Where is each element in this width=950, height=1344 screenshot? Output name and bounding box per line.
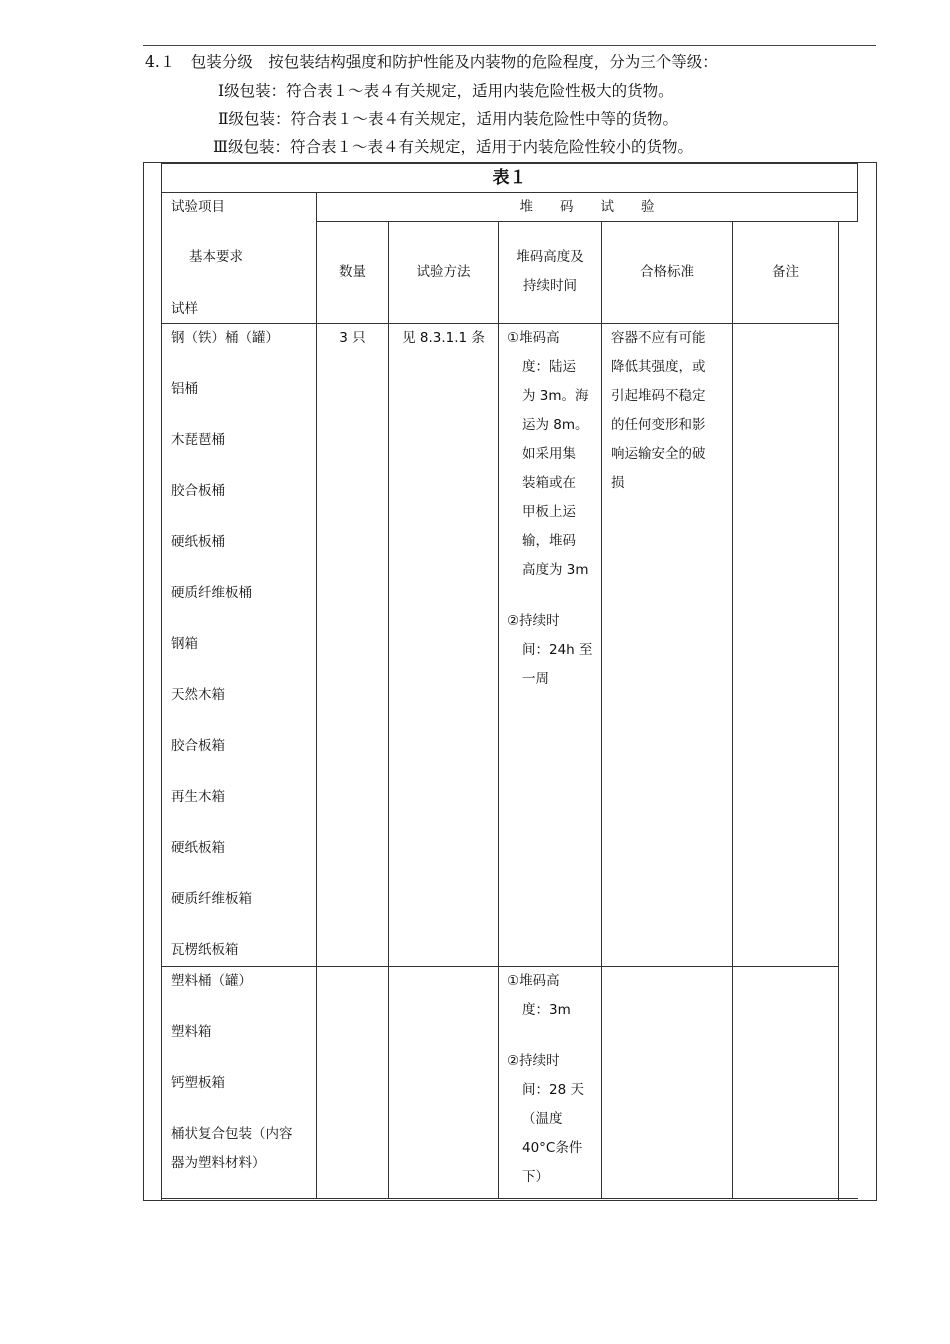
height-line: 输，堆码 <box>522 533 576 549</box>
height-line: 如采用集 <box>522 446 576 462</box>
standard-line: 引起堆码不稳定 <box>611 388 706 404</box>
header-height-duration <box>499 243 601 301</box>
outer-left <box>143 162 144 1201</box>
sample-item: 塑料桶（罐） <box>171 973 252 989</box>
sample-item: 器为塑料材料） <box>171 1155 266 1171</box>
header-remark: 备注 <box>772 264 799 280</box>
row2-samples <box>171 967 293 1178</box>
standard-line: 容器不应有可能 <box>611 330 706 346</box>
height-line: 度：陆运 <box>522 359 576 375</box>
row1-quantity: 3 只 <box>339 330 366 346</box>
row2-height-duration <box>507 967 599 1192</box>
top-rule <box>143 45 876 46</box>
col-line-5 <box>732 221 733 1199</box>
col-line-4 <box>601 221 602 1199</box>
outer-bottom <box>143 1200 877 1201</box>
inner-left <box>161 163 162 1200</box>
height-line: ①堆码高 <box>507 330 560 346</box>
grade-2-text: Ⅱ级包装：符合表１～表４有关规定，适用内装危险性中等的货物。 <box>218 110 679 128</box>
group-bottom <box>316 221 858 222</box>
duration-line: 一周 <box>522 671 549 687</box>
height-line: 甲板上运 <box>522 504 576 520</box>
row1-samples <box>171 324 279 965</box>
standard-line: 损 <box>611 475 625 491</box>
sample-item: 钢箱 <box>171 636 198 652</box>
row1-height-duration <box>507 324 599 694</box>
header-sample-label: 试样 <box>171 301 198 317</box>
height-line: ①堆码高 <box>507 973 560 989</box>
outer-right <box>876 162 877 1201</box>
duration-line: ②持续时 <box>507 613 560 629</box>
header-height-line1: 堆码高度及 <box>516 249 584 265</box>
remark-right <box>838 221 839 1200</box>
header-height-line2: 持续时间 <box>523 278 577 294</box>
header-quantity: 数量 <box>339 264 366 280</box>
row1-standard <box>611 324 731 498</box>
header-item-label: 试验项目 <box>171 199 225 215</box>
sample-item: 桶状复合包装（内容 <box>171 1126 293 1142</box>
sample-item: 硬质纤维板箱 <box>171 891 252 907</box>
sample-item: 瓦楞纸板箱 <box>171 942 239 958</box>
sample-item: 胶合板桶 <box>171 483 225 499</box>
grade-3-text: Ⅲ级包装：符合表１～表４有关规定，适用于内装危险性较小的货物。 <box>213 138 693 156</box>
sample-item: 硬质纤维板桶 <box>171 585 252 601</box>
sample-item: 木琵琶桶 <box>171 432 225 448</box>
header-group-label: 堆 码 试 验 <box>519 199 655 215</box>
sample-item: 天然木箱 <box>171 687 225 703</box>
col-line-3 <box>498 221 499 1199</box>
standard-line: 的任何变形和影 <box>611 417 706 433</box>
standard-line: 响运输安全的破 <box>611 446 706 462</box>
table-title: 表１ <box>492 168 527 188</box>
header-basic-label: 基本要求 <box>189 249 243 265</box>
sample-item: 钙塑板箱 <box>171 1075 225 1091</box>
clause-4-1-heading: 4.１ 包装分级 按包装结构强度和防护性能及内装物的危险程度，分为三个等级： <box>145 53 718 71</box>
height-line: 为 3m。海 <box>522 388 589 404</box>
sample-item: 再生木箱 <box>171 789 225 805</box>
duration-line: ②持续时 <box>507 1053 560 1069</box>
row1-method: 见 8.3.1.1 条 <box>402 330 485 346</box>
height-line: 装箱或在 <box>522 475 576 491</box>
grade-1-text: Ⅰ级包装：符合表１～表４有关规定，适用内装危险性极大的货物。 <box>218 82 674 100</box>
standard-line: 降低其强度，或 <box>611 359 706 375</box>
duration-line: 间：24h 至 <box>522 642 593 658</box>
height-line: 度：3m <box>522 1002 571 1018</box>
sample-item: 钢（铁）桶（罐） <box>171 330 279 346</box>
spacer <box>507 1025 599 1047</box>
height-line: 高度为 3m <box>522 562 589 578</box>
sample-item: 塑料箱 <box>171 1024 212 1040</box>
table-bottom <box>161 1198 858 1199</box>
sample-item: 硬纸板桶 <box>171 534 225 550</box>
header-standard: 合格标准 <box>640 264 694 280</box>
sample-item: 硬纸板箱 <box>171 840 225 856</box>
height-line: 运为 8m。 <box>522 417 589 433</box>
duration-line: 间：28 天 <box>522 1082 584 1098</box>
duration-line: 下） <box>522 1169 549 1185</box>
col-line-2 <box>388 221 389 1199</box>
spacer <box>507 585 599 607</box>
header-method: 试验方法 <box>416 264 471 280</box>
sample-item: 胶合板箱 <box>171 738 225 754</box>
duration-line: 40°C条件 <box>522 1140 583 1156</box>
duration-line: （温度 <box>522 1111 563 1127</box>
sample-item: 铝桶 <box>171 381 198 397</box>
